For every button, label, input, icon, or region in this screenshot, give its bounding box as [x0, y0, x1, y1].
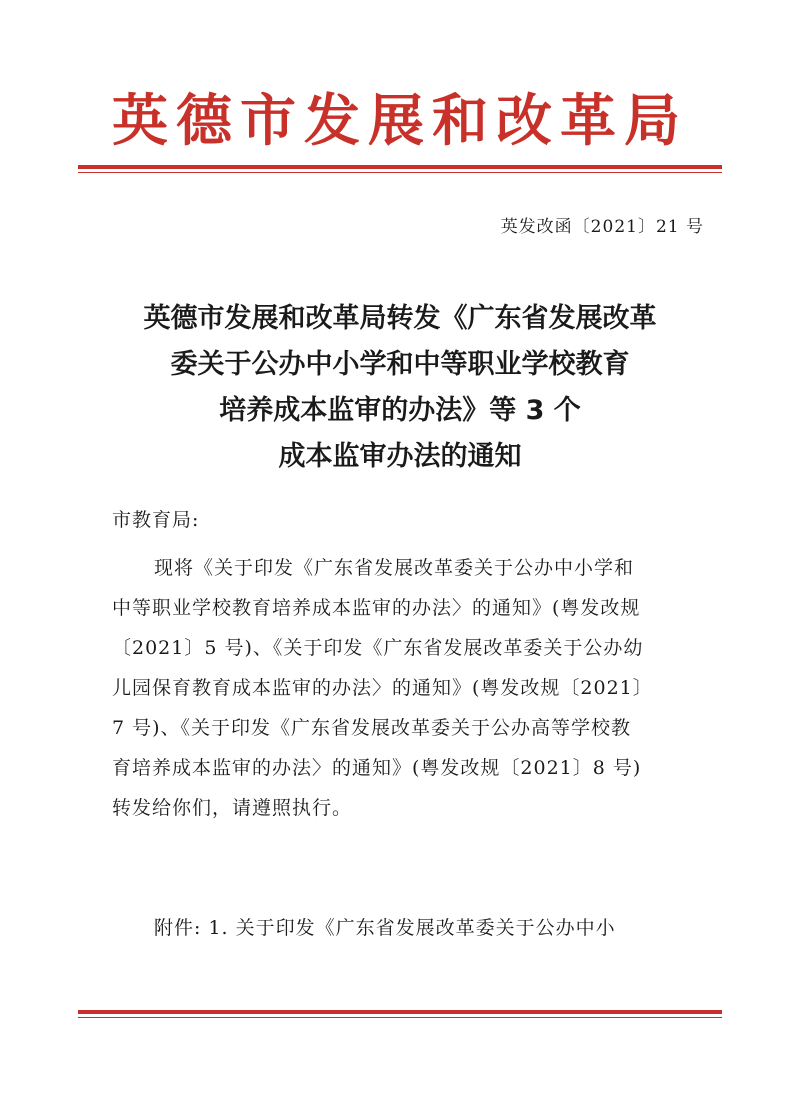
- title-line: 委关于公办中小学和中等职业学校教育: [170, 349, 630, 380]
- header-rule-thick: [78, 165, 722, 169]
- body-line: 中等职业学校教育培养成本监审的办法〉的通知》(粤发改规: [112, 597, 641, 619]
- footer-rule-thick: [78, 1010, 722, 1014]
- issuer-header-title: 英德市发展和改革局: [112, 88, 688, 154]
- body-line: 育培养成本监审的办法〉的通知》(粤发改规〔2021〕8 号): [112, 757, 642, 779]
- document-number: 英发改函〔2021〕21 号: [500, 217, 704, 237]
- document-title: [100, 296, 700, 480]
- body-line: 转发给你们，请遵照执行。: [112, 797, 353, 819]
- title-line: 英德市发展和改革局转发《广东省发展改革: [143, 303, 657, 334]
- body-line: 现将《关于印发《广东省发展改革委关于公办中小学和: [154, 557, 635, 579]
- body-line: 〔2021〕5 号)、《关于印发《广东省发展改革委关于公办幼: [112, 637, 644, 659]
- title-line: 培养成本监审的办法》等 3 个: [219, 395, 581, 426]
- salutation: 市教育局:: [112, 509, 200, 531]
- body-paragraph: [112, 548, 704, 828]
- title-line: 成本监审办法的通知: [278, 441, 522, 472]
- body-line: 7 号)、《关于印发《广东省发展改革委关于公办高等学校教: [112, 717, 632, 739]
- attachment-line: 附件: 1. 关于印发《广东省发展改革委关于公办中小: [154, 917, 616, 939]
- header-rule-thin: [78, 172, 722, 173]
- footer-rule-thin: [78, 1017, 722, 1018]
- body-line: 儿园保育教育成本监审的办法〉的通知》(粤发改规〔2021〕: [112, 677, 653, 699]
